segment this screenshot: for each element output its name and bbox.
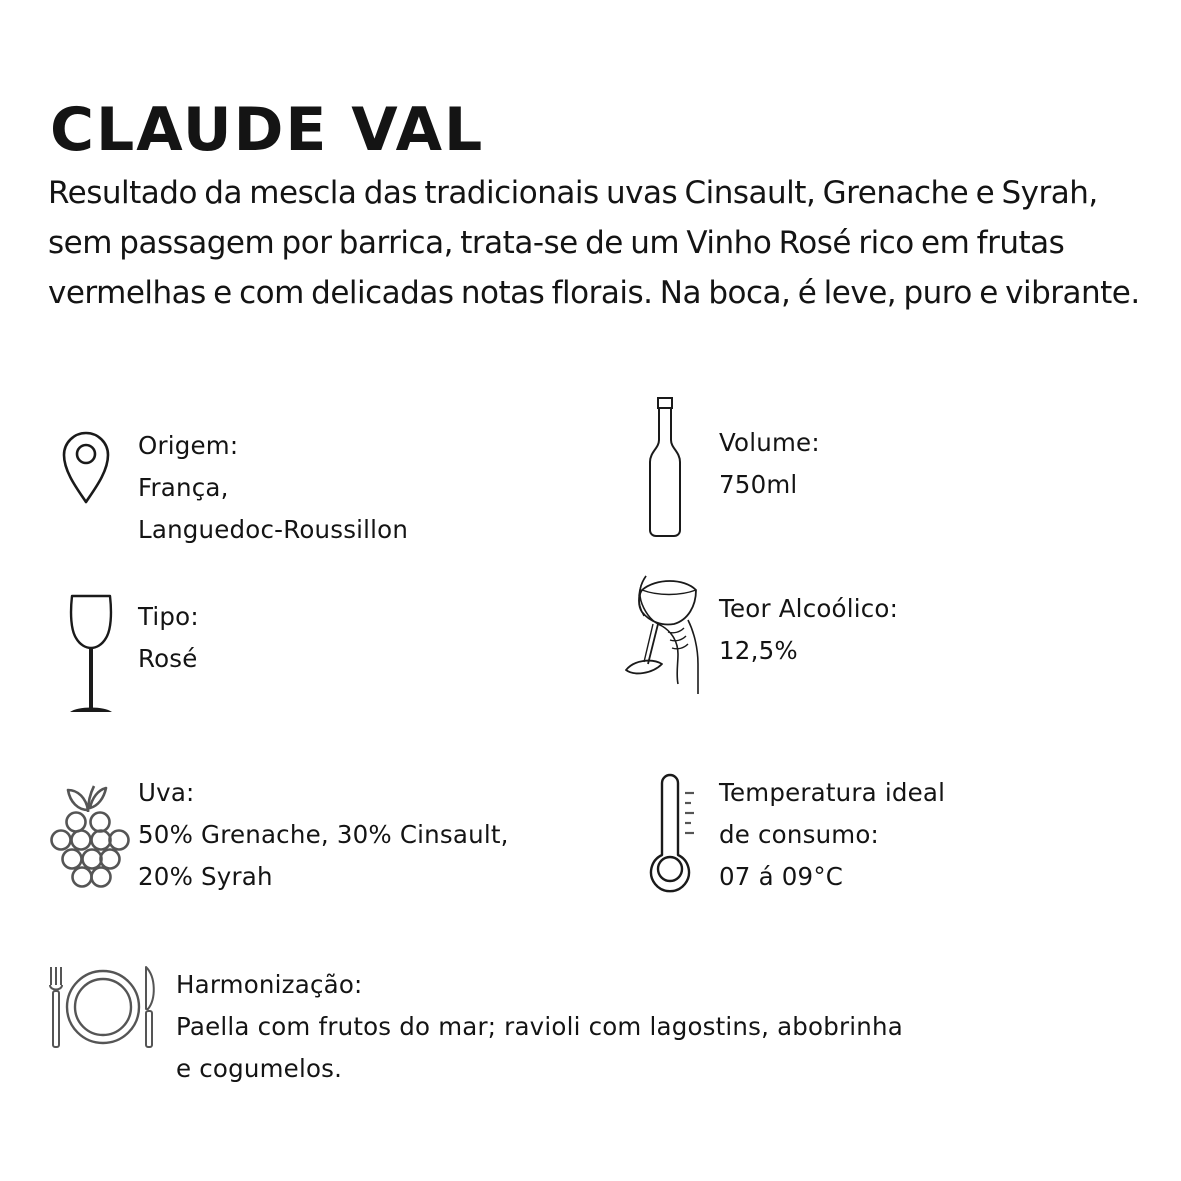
uva-blend: 50% Grenache, 30% Cinsault, (138, 820, 509, 849)
tipo-label: Tipo: (138, 602, 199, 631)
wine-title: CLAUDE VAL (50, 95, 485, 165)
temperatura-info (719, 772, 945, 898)
uva-label: Uva: (138, 778, 195, 807)
uva-info (138, 772, 509, 898)
hand-holding-glass-icon (622, 572, 706, 698)
wine-description: Resultado da mescla das tradicionais uvas Cinsault, Grenache e Syrah, sem passagem por barrica, trata-se de um Vinho Rosé rico em frutas vermelhas e com delicadas notas florais. Na boca, é leve, puro e vibrante. (48, 175, 1140, 311)
origem-label: Origem: (138, 431, 239, 460)
temperatura-label: Temperatura ideal (719, 778, 946, 807)
tipo-value: Rosé (138, 644, 198, 673)
harmonizacao-dishes: Paella com frutos do mar; ravioli com lagostins, abobrinha (176, 1012, 903, 1041)
thermometer-icon (648, 773, 700, 889)
origem-info (138, 425, 408, 551)
teor-value: 12,5% (719, 636, 798, 665)
teor-info (719, 588, 898, 672)
origem-country: França, (138, 473, 229, 502)
volume-label: Volume: (719, 428, 820, 457)
volume-info (719, 422, 820, 506)
teor-label: Teor Alcoólico: (719, 594, 899, 623)
temperatura-label-cont: de consumo: (719, 820, 880, 849)
harmonizacao-dishes-cont: e cogumelos. (176, 1054, 343, 1083)
temperatura-value: 07 á 09°C (719, 862, 844, 891)
origem-region: Languedoc-Roussillon (138, 515, 409, 544)
plate-cutlery-icon (48, 965, 158, 1051)
wine-bottle-icon (645, 396, 685, 538)
harmonizacao-label: Harmonização: (176, 970, 363, 999)
grapes-icon (48, 782, 130, 892)
volume-value: 750ml (719, 470, 798, 499)
wine-glass-icon (66, 592, 116, 716)
map-pin-icon (58, 428, 114, 504)
uva-blend-cont: 20% Syrah (138, 862, 273, 891)
tipo-info (138, 596, 199, 680)
harmonizacao-info (176, 964, 903, 1090)
